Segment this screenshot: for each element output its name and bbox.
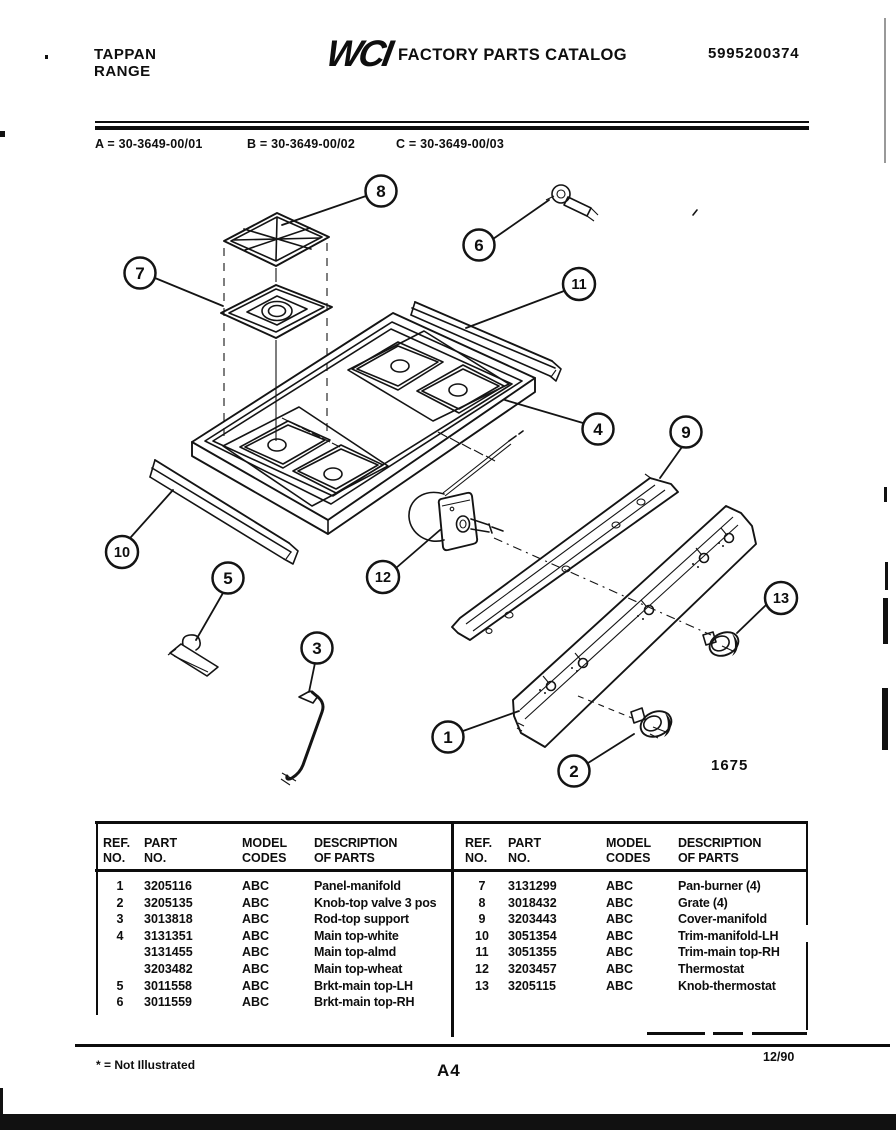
grate-part — [224, 213, 329, 266]
table-row: 11 3051355 ABC Trim-main top-RH — [475, 945, 780, 960]
svg-text:10: 10 — [113, 545, 131, 561]
broken-rule-1 — [647, 1032, 705, 1035]
bracket-main-top-part — [168, 635, 218, 676]
model-code-a: A = 30-3649-00/01 — [95, 137, 203, 151]
svg-text:5: 5 — [223, 569, 233, 588]
parts-table-right — [460, 836, 812, 995]
col-desc-1: DESCRIPTION — [678, 836, 762, 850]
col-part-1: PART — [508, 836, 542, 850]
table-row: 5 3011558 ABC Brkt-main top-LH — [116, 978, 413, 993]
svg-text:7: 7 — [135, 264, 145, 283]
scan-streak — [883, 598, 888, 644]
table-row: 3203482 ABC Main top-wheat — [144, 961, 403, 976]
table-row: 9 3203443 ABC Cover-manifold — [478, 912, 767, 927]
assembly-drop-lines — [224, 243, 327, 443]
callout-13 — [765, 582, 797, 614]
catalog-title: FACTORY PARTS CATALOG — [398, 46, 628, 64]
table-row: 8 3018432 ABC Grate (4) — [478, 895, 728, 910]
col-desc-2: OF PARTS — [678, 851, 739, 865]
scan-mark — [693, 210, 697, 215]
scan-bottom-bar — [0, 1114, 896, 1130]
svg-text:6: 6 — [474, 236, 484, 255]
table-row: 3131455 ABC Main top-almd — [144, 945, 397, 960]
thermostat-part — [409, 431, 711, 635]
callout-12 — [367, 561, 399, 593]
col-part-2: NO. — [144, 851, 167, 865]
figure-number: 1675 — [711, 757, 749, 774]
table-row: 13 3205115 ABC Knob-thermostat — [475, 978, 776, 993]
parts-table-right-header — [460, 836, 812, 866]
svg-text:8: 8 — [376, 182, 386, 201]
callout-8 — [366, 176, 397, 207]
broken-rule-2 — [713, 1032, 743, 1035]
table-row: 12 3203457 ABC Thermostat — [475, 961, 745, 976]
callout-10 — [106, 536, 138, 568]
col-model-1: MODEL — [606, 836, 652, 850]
header-rule-thick — [95, 126, 809, 130]
parts-table-left-header — [100, 836, 452, 866]
parts-table-left — [100, 836, 452, 1012]
scan-streak — [885, 562, 888, 590]
page-label: A4 — [437, 1061, 461, 1080]
table-row: 3 3013818 ABC Rod-top support — [116, 912, 409, 927]
table-left-border — [96, 821, 98, 1015]
callout-5 — [213, 563, 244, 594]
table-row: 7 3131299 ABC Pan-burner (4) — [478, 879, 761, 893]
callout-7 — [125, 258, 156, 289]
pan-burner-part — [221, 285, 332, 338]
brand-line-1: TAPPAN — [94, 46, 157, 63]
cover-manifold-part — [452, 474, 678, 640]
date-code: 12/90 — [763, 1050, 795, 1064]
col-desc-1: DESCRIPTION — [314, 836, 398, 850]
table-row: 6 3011559 ABC Brkt-main top-RH — [116, 995, 415, 1010]
knob-stem-holes — [543, 528, 734, 691]
svg-text:1: 1 — [443, 728, 453, 747]
scan-streak — [882, 688, 888, 750]
scan-edge-line — [884, 18, 886, 163]
publication-number: 5995200374 — [708, 45, 800, 62]
model-code-b: B = 30-3649-00/02 — [247, 137, 355, 151]
svg-text:4: 4 — [593, 420, 603, 439]
clip-part — [546, 185, 598, 221]
col-ref-2: NO. — [103, 851, 126, 865]
footer-rule — [75, 1044, 890, 1047]
model-code-c: C = 30-3649-00/03 — [396, 137, 504, 151]
col-part-2: NO. — [508, 851, 531, 865]
brand-block — [94, 46, 156, 80]
panel-markings — [539, 542, 724, 694]
not-illustrated-note: * = Not Illustrated — [96, 1058, 196, 1072]
col-model-2: CODES — [242, 851, 287, 865]
svg-text:12: 12 — [374, 570, 392, 586]
header-rule-thin — [95, 121, 809, 123]
wci-logo: WCI — [323, 33, 394, 74]
svg-text:13: 13 — [772, 591, 790, 607]
svg-text:2: 2 — [569, 762, 579, 781]
col-part-1: PART — [144, 836, 178, 850]
brand-line-2: RANGE — [94, 63, 151, 80]
broken-rule-3 — [752, 1032, 807, 1035]
exploded-parts-diagram — [0, 150, 896, 820]
col-desc-2: OF PARTS — [314, 851, 375, 865]
callout-4 — [583, 414, 614, 445]
svg-text:9: 9 — [681, 423, 691, 442]
col-ref-2: NO. — [465, 851, 488, 865]
callout-2 — [559, 756, 590, 787]
table-row: 10 3051354 ABC Trim-manifold-LH — [475, 928, 779, 943]
scan-dot — [45, 55, 48, 59]
table-row: 2 3205135 ABC Knob-top valve 3 pos — [116, 895, 437, 910]
col-ref-1: REF. — [465, 836, 493, 850]
callout-3 — [302, 633, 333, 664]
callout-1 — [433, 722, 464, 753]
scan-edge-nub — [0, 131, 5, 137]
scan-left-sliver — [0, 1088, 3, 1114]
col-ref-1: REF. — [103, 836, 131, 850]
callout-leader-lines — [131, 196, 766, 763]
hatch-marks — [282, 418, 495, 461]
table-row: 1 3205116 ABC Panel-manifold — [116, 879, 401, 893]
col-model-2: CODES — [606, 851, 651, 865]
callout-9 — [671, 417, 702, 448]
callout-6 — [464, 230, 495, 261]
callout-11 — [563, 268, 595, 300]
table-row: 4 3131351 ABC Main top-white — [116, 928, 399, 943]
knob-top-valve-part — [631, 706, 676, 741]
rod-top-support-part — [281, 691, 323, 785]
svg-text:11: 11 — [571, 277, 587, 293]
scan-streak — [884, 487, 887, 502]
col-model-1: MODEL — [242, 836, 288, 850]
svg-text:3: 3 — [312, 639, 322, 658]
